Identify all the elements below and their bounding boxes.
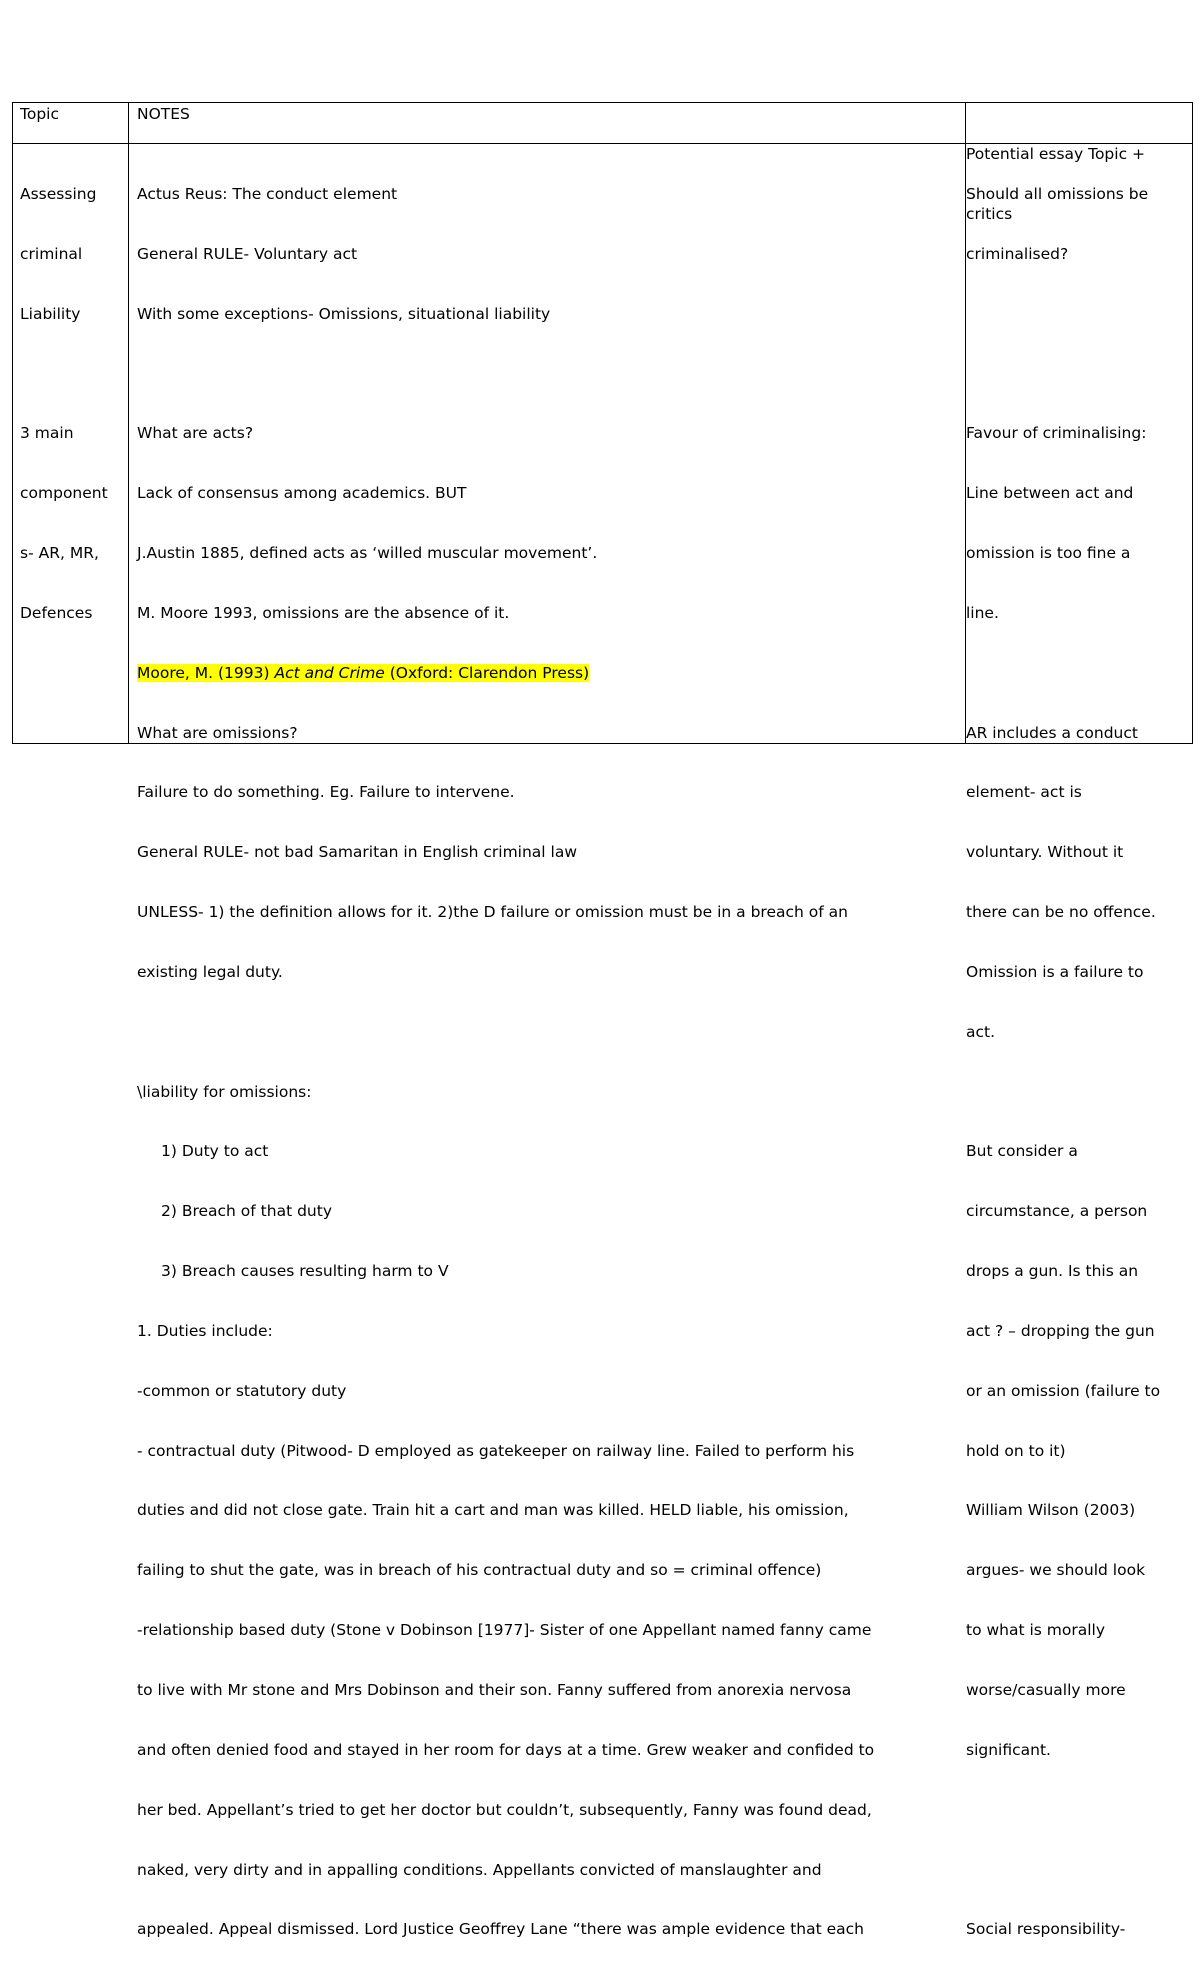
header-essay-line: critics <box>966 204 1013 223</box>
essay-line: omission is too fine a <box>966 543 1131 562</box>
essay-line: circumstance, a person <box>966 1202 1148 1221</box>
essay-line: hold on to it) <box>966 1441 1066 1460</box>
notes-line: and often denied food and stayed in her room for days at a time. Grew weaker and confided to <box>137 1740 875 1759</box>
essay-line: Omission is a failure to <box>966 962 1144 981</box>
essay-line: or an omission (failure to <box>966 1381 1161 1400</box>
reference-title: Act and Crime <box>274 663 385 682</box>
notes-line: What are omissions? <box>137 723 298 742</box>
notes-line: \liability for omissions: <box>137 1082 312 1101</box>
essay-line: act ? – dropping the gun <box>966 1321 1155 1340</box>
blank-line <box>137 364 963 384</box>
notes-line: J.Austin 1885, defined acts as ‘willed muscular movement’. <box>137 543 598 562</box>
essay-line: Favour of criminalising: <box>966 424 1147 443</box>
topic-line: 3 main <box>20 424 74 443</box>
notes-line: Actus Reus: The conduct element <box>137 184 398 203</box>
notes-line: With some exceptions- Omissions, situational liability <box>137 304 551 323</box>
essay-line: to what is morally <box>966 1621 1106 1640</box>
notes-line: Lack of consensus among academics. BUT <box>137 484 467 503</box>
essay-line: But consider a <box>966 1142 1078 1161</box>
topic-line: criminal <box>20 244 83 263</box>
header-notes: NOTES <box>137 105 190 123</box>
topic-line: component <box>20 484 108 503</box>
notes-line: - contractual duty (Pitwood- D employed as gatekeeper on railway line. Failed to perform his <box>137 1441 855 1460</box>
notes-line: duties and did not close gate. Train hit a cart and man was killed. HELD liable, his omission, <box>137 1501 849 1520</box>
notes-line: -common or statutory duty <box>137 1381 347 1400</box>
topic-line: Defences <box>20 603 93 622</box>
notes-line: General RULE- Voluntary act <box>137 244 358 263</box>
notes-cell <box>137 145 963 1980</box>
essay-line: Social responsibility- <box>966 1920 1126 1939</box>
list-item: 1) Duty to act <box>161 1142 269 1161</box>
notes-line: UNLESS- 1) the definition allows for it. 2)the D failure or omission must be in a breach of an <box>137 903 848 922</box>
essay-cell <box>966 145 1192 1980</box>
header-topic: Topic <box>20 105 59 123</box>
essay-line: Should all omissions be <box>966 184 1149 203</box>
essay-line: line. <box>966 603 999 622</box>
topic-line: Liability <box>20 304 81 323</box>
essay-line: AR includes a conduct <box>966 723 1138 742</box>
essay-line: worse/casually more <box>966 1681 1126 1699</box>
notes-line: M. Moore 1993, omissions are the absence of it. <box>137 603 510 622</box>
essay-line: act. <box>966 1022 996 1041</box>
list-item: 2) Breach of that duty <box>161 1202 332 1221</box>
essay-line: criminalised? <box>966 244 1069 263</box>
essay-line: argues- we should look <box>966 1561 1146 1580</box>
notes-line: -relationship based duty (Stone v Dobinson [1977]- Sister of one Appellant named fanny came <box>137 1621 872 1640</box>
essay-line <box>966 1083 1192 1103</box>
essay-line: drops a gun. Is this an <box>966 1262 1139 1281</box>
essay-line: voluntary. Without it <box>966 843 1124 862</box>
topic-line <box>20 364 127 384</box>
notes-line: 1. Duties include: <box>137 1321 273 1340</box>
notes-line: General RULE- not bad Samaritan in English criminal law <box>137 843 578 862</box>
essay-line <box>966 1801 1192 1821</box>
reference-author: Moore, M. (1993) <box>137 663 275 682</box>
notes-line: naked, very dirty and in appalling conditions. Appellants convicted of manslaughter and <box>137 1860 822 1879</box>
essay-line: there can be no offence. <box>966 903 1156 922</box>
essay-line: significant. <box>966 1740 1051 1759</box>
reference-publisher: (Oxford: Clarendon Press) <box>384 663 590 682</box>
notes-line: to live with Mr stone and Mrs Dobinson and their son. Fanny suffered from anorexia nervosa <box>137 1681 852 1699</box>
column-divider <box>128 103 129 743</box>
topic-line: s- AR, MR, <box>20 543 99 562</box>
header-essay-line: Potential essay Topic + <box>966 144 1146 163</box>
notes-line: Failure to do something. Eg. Failure to intervene. <box>137 783 515 802</box>
notes-table <box>12 102 1193 1939</box>
essay-line: William Wilson (2003) <box>966 1501 1136 1520</box>
notes-line: existing legal duty. <box>137 962 283 981</box>
essay-line: Line between act and <box>966 484 1134 503</box>
notes-line: appealed. Appeal dismissed. Lord Justice Geoffrey Lane “there was ample evidence that each <box>137 1920 864 1939</box>
list-item: 3) Breach causes resulting harm to V <box>161 1262 449 1281</box>
essay-line <box>966 305 1192 325</box>
essay-line <box>966 364 1192 384</box>
notes-line: her bed. Appellant’s tried to get her doctor but couldn’t, subsequently, Fanny was found dead, <box>137 1800 872 1819</box>
notes-line: failing to shut the gate, was in breach of his contractual duty and so = criminal offence) <box>137 1561 822 1580</box>
topic-line: Assessing <box>20 184 97 203</box>
blank-line <box>137 1023 963 1043</box>
notes-line: What are acts? <box>137 424 254 443</box>
essay-line <box>966 664 1192 684</box>
essay-line <box>966 1861 1192 1881</box>
reference-line <box>137 664 963 684</box>
essay-line: element- act is <box>966 783 1082 802</box>
topic-cell <box>20 145 127 664</box>
